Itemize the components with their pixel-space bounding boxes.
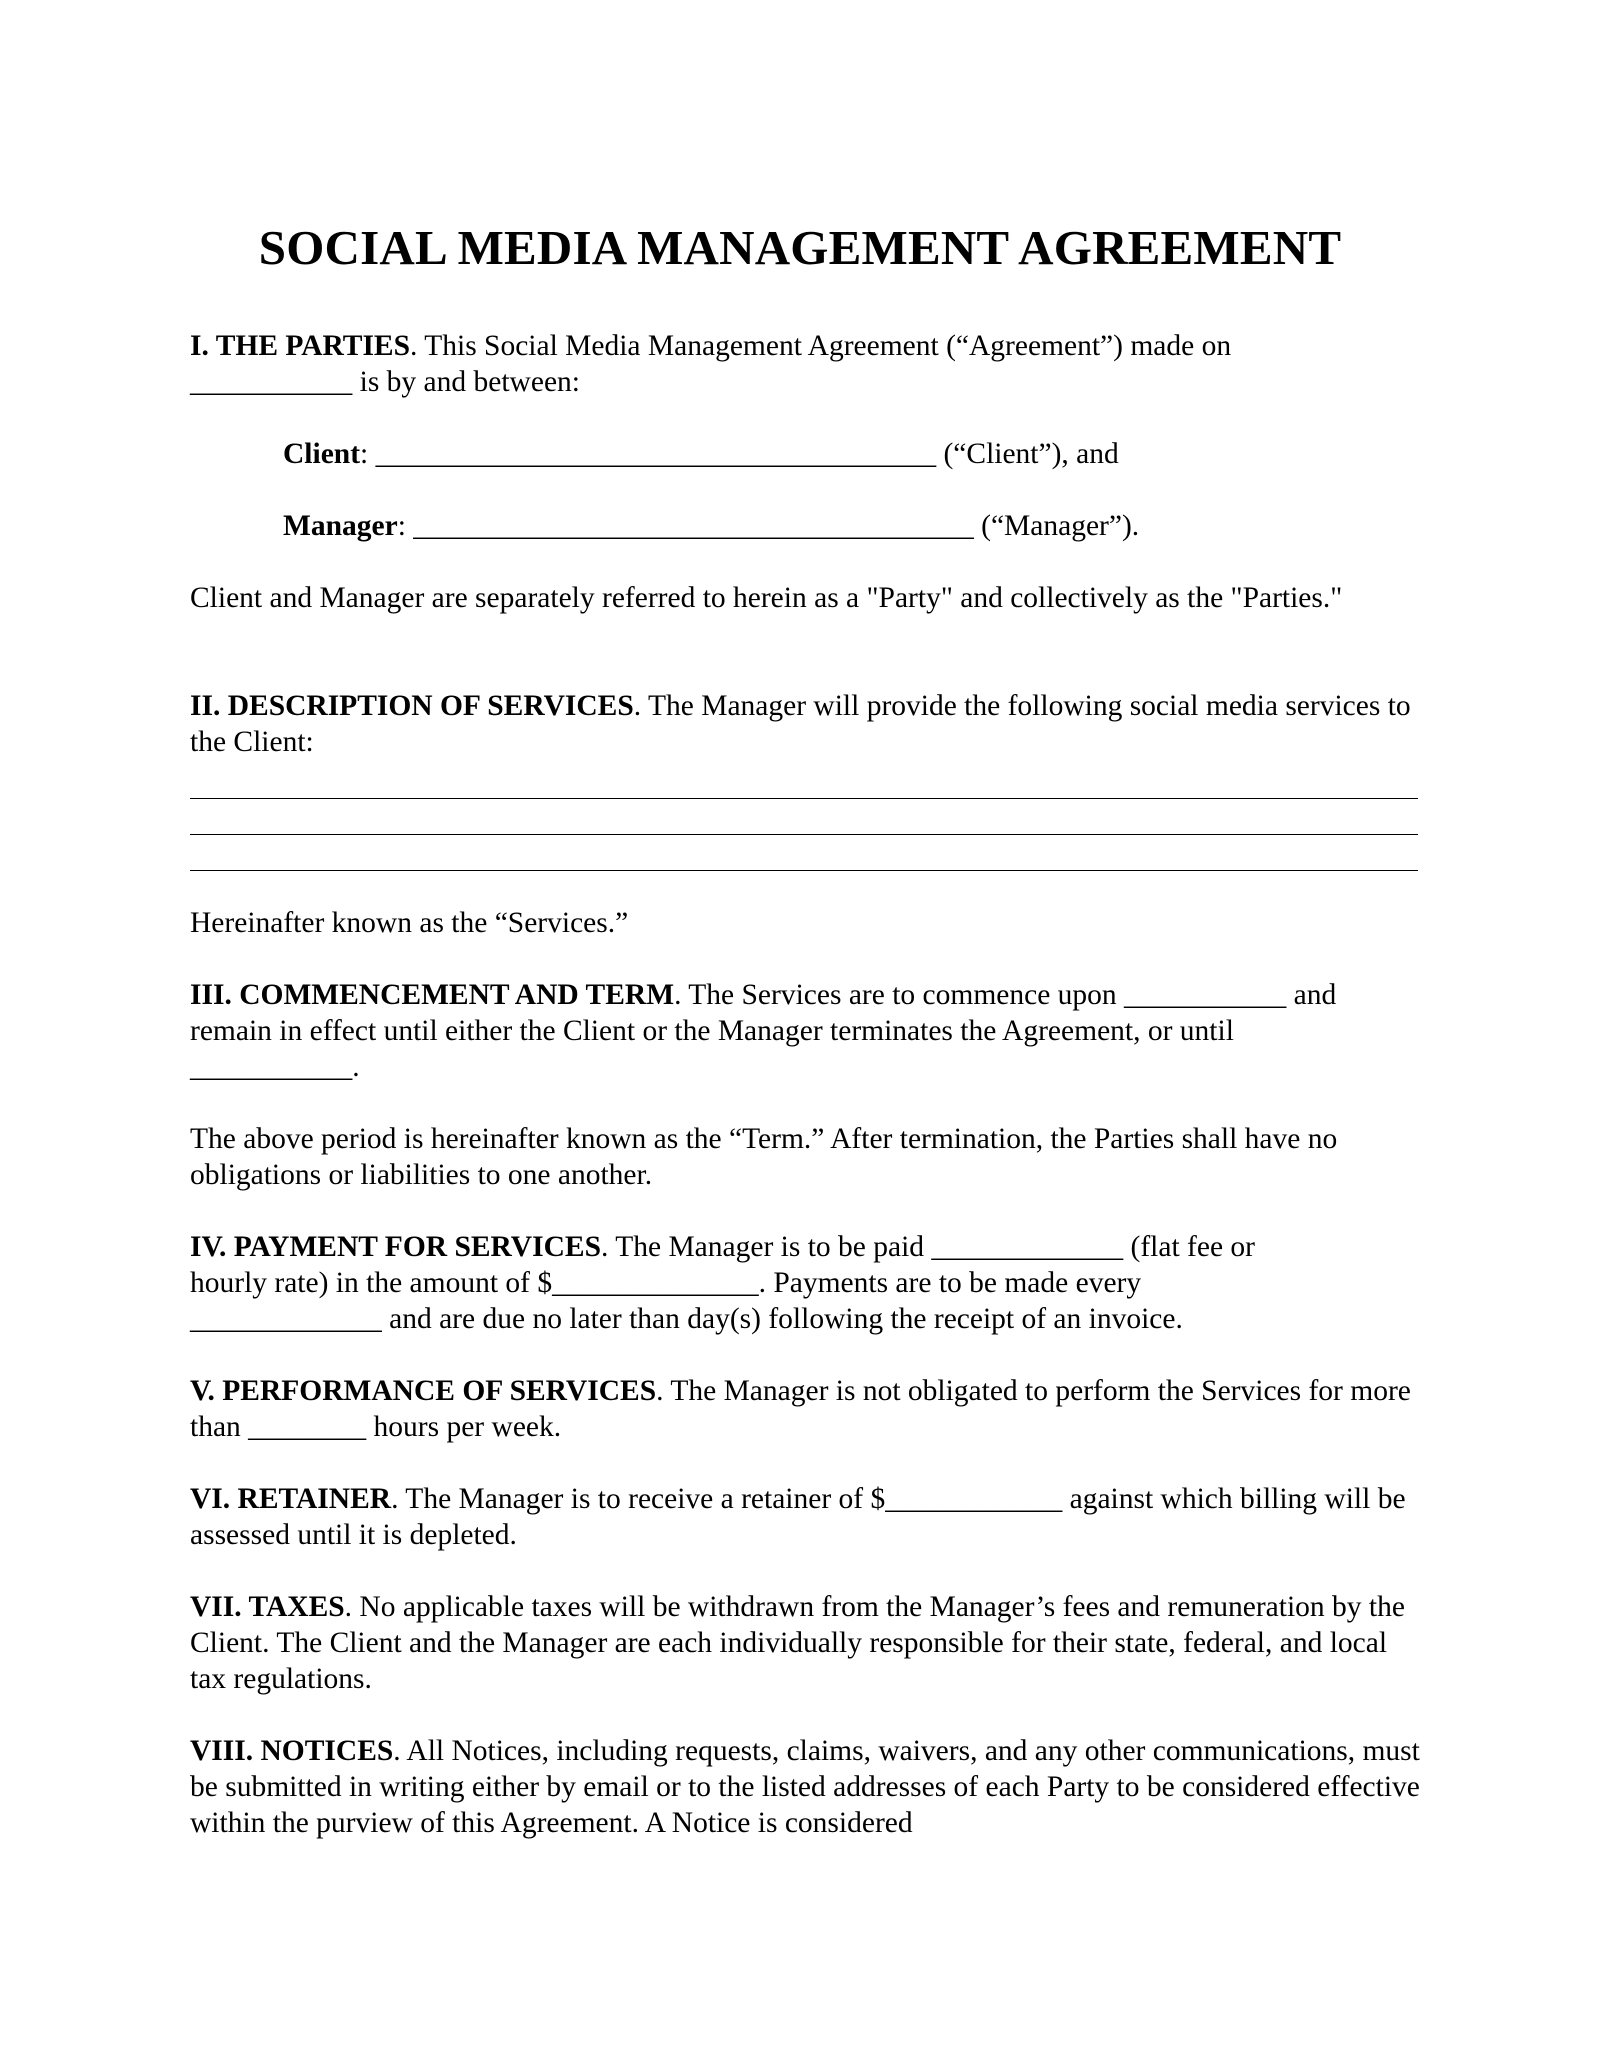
manager-blank: : ______________________________________ (“Manager”). [397, 510, 1140, 542]
section-text: . No applicable taxes will be withdrawn from the Manager’s fees and remuneration by the Client. The Client and the Manager are each individually responsible for their state, federal, and local tax regulations. [190, 1591, 1413, 1695]
services-definition: Hereinafter known as the “Services.” [190, 907, 629, 939]
client-label: Client [283, 438, 361, 470]
section-notices [190, 1733, 1428, 1841]
manager-label: Manager [283, 510, 398, 542]
section-payment [190, 1229, 1425, 1337]
services-blank-line [190, 834, 1418, 835]
client-line [283, 436, 1283, 472]
services-blank-line [190, 798, 1418, 799]
section-text: . The Manager is not obligated to perform the Services for more than ________ hours per week. [190, 1375, 1419, 1443]
section-heading: III. COMMENCEMENT AND TERM [190, 979, 675, 1011]
section-term [190, 977, 1425, 1085]
section-heading: II. DESCRIPTION OF SERVICES [190, 690, 634, 722]
term-definition: The above period is hereinafter known as the “Term.” After termination, the Parties shall have no obligations or liabilities to one another. [190, 1123, 1345, 1191]
section-text: . The Services are to commence upon ___________ and remain in effect until either the Client or the Manager terminates the Agreement, or until ___________. [190, 979, 1337, 1083]
section-heading: I. THE PARTIES [190, 330, 411, 362]
manager-line [283, 508, 1283, 544]
parties-definition: Client and Manager are separately referred to herein as a "Party" and collectively as the "Parties." [190, 582, 1343, 614]
document-title: SOCIAL MEDIA MANAGEMENT AGREEMENT [258, 220, 1342, 275]
section-parties [190, 328, 1425, 400]
client-blank: : ______________________________________ (“Client”), and [360, 438, 1119, 470]
section-heading: V. PERFORMANCE OF SERVICES [190, 1375, 657, 1407]
section-text: . The Manager is to receive a retainer of $____________ against which billing will be assessed until it is depleted. [190, 1483, 1413, 1551]
section-performance [190, 1373, 1425, 1445]
services-blank-line [190, 870, 1418, 871]
section-text: . All Notices, including requests, claims, waivers, and any other communications, must be submitted in writing either by email or to the listed addresses of each Party to be considered effective within the purview of this Agreement. A Notice is considered [190, 1735, 1428, 1839]
section-heading: VII. TAXES [190, 1591, 345, 1623]
section-services [190, 688, 1425, 760]
section-text: . This Social Media Management Agreement (“Agreement”) made on ___________ is by and between: [190, 330, 1232, 398]
section-text: . The Manager will provide the following social media services to the Client: [190, 690, 1419, 758]
section-heading: IV. PAYMENT FOR SERVICES [190, 1231, 601, 1263]
section-text: . The Manager is to be paid _____________ (flat fee or hourly rate) in the amount of $______________. Payments are to be made every _____________ and are due no later than day(s) following the receipt of an invoice. [190, 1231, 1255, 1335]
section-heading: VIII. NOTICES [190, 1735, 394, 1767]
section-retainer [190, 1481, 1425, 1553]
section-taxes [190, 1589, 1425, 1697]
section-heading: VI. RETAINER [190, 1483, 392, 1515]
